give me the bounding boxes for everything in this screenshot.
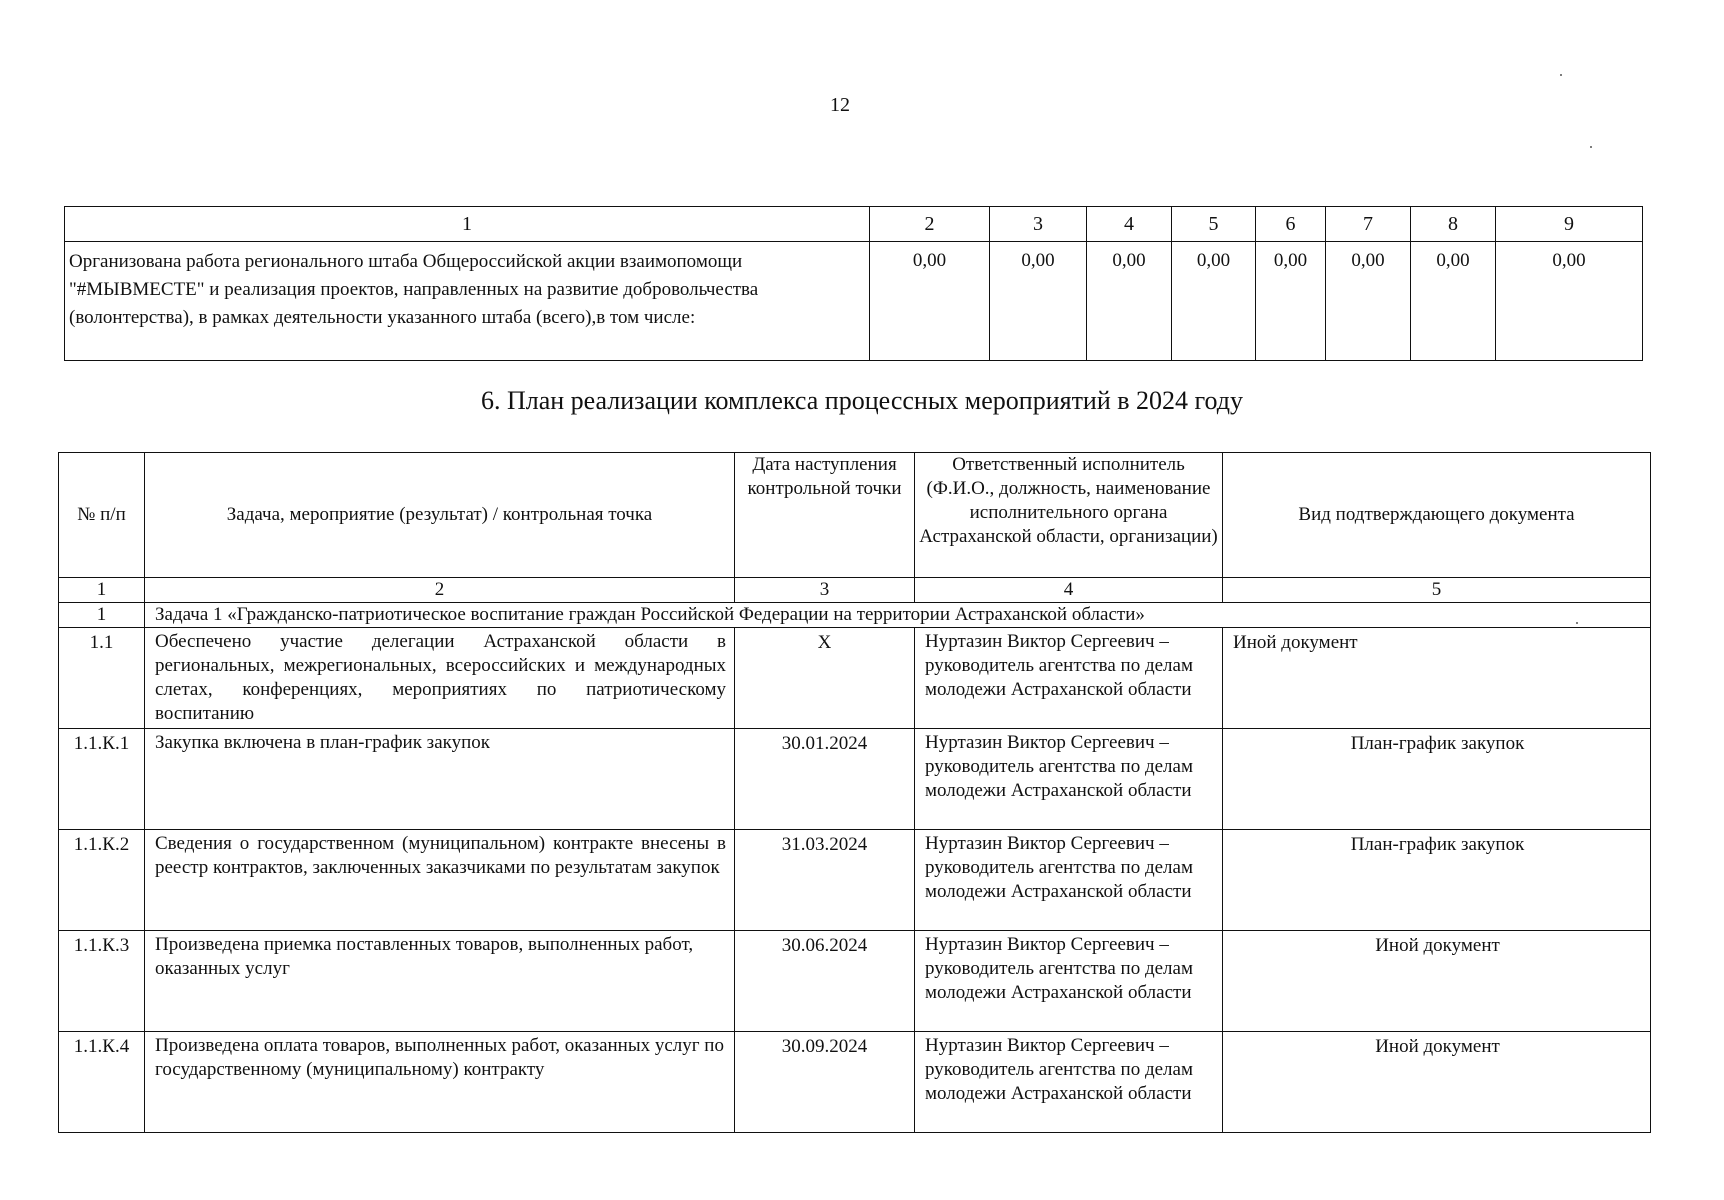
table-row (59, 729, 1651, 830)
item-document: План-график закупок (1223, 830, 1651, 931)
task-title: Задача 1 «Гражданско-патриотическое воспитание граждан Российской Федерации на территории Астраханской области» (145, 603, 1651, 628)
column-header: 3 (990, 207, 1087, 242)
item-date: 30.01.2024 (735, 729, 915, 830)
item-number: 1.1.К.4 (59, 1032, 145, 1133)
scan-speck (1560, 74, 1562, 76)
item-number: 1.1.К.3 (59, 931, 145, 1032)
item-text: Произведена оплата товаров, выполненных работ, оказанных услуг по государственному (муниципальному) контракту (145, 1032, 735, 1133)
table-row (59, 931, 1651, 1032)
row-description: Организована работа регионального штаба Общероссийской акции взаимопомощи "#МЫВМЕСТЕ" и реализация проектов, направленных на развитие добровольчества (волонтерства), в рамках деятельности указанного штаба (всего),в том числе: (65, 242, 870, 361)
item-responsible: Нуртазин Виктор Сергеевич – руководитель агентства по делам молодежи Астраханской области (915, 931, 1223, 1032)
item-document: Иной документ (1223, 628, 1651, 729)
item-document: План-график закупок (1223, 729, 1651, 830)
column-index-row (59, 578, 1651, 603)
value-cell: 0,00 (1256, 242, 1326, 361)
section-title: 6. План реализации комплекса процессных мероприятий в 2024 году (480, 386, 1244, 415)
colhead-date: Дата наступления контрольной точки (735, 453, 915, 578)
financing-table (64, 206, 1643, 361)
page-number: 12 (830, 94, 850, 116)
column-index: 3 (735, 578, 915, 603)
column-header: 6 (1256, 207, 1326, 242)
item-text: Сведения о государственном (муниципальном) контракте внесены в реестр контрактов, заключенных заказчиками по результатам закупок (145, 830, 735, 931)
column-index: 5 (1223, 578, 1651, 603)
value-cell: 0,00 (1411, 242, 1496, 361)
value-cell: 0,00 (870, 242, 990, 361)
item-document: Иной документ (1223, 931, 1651, 1032)
value-cell: 0,00 (990, 242, 1087, 361)
scan-speck (1576, 622, 1578, 624)
column-header: 2 (870, 207, 990, 242)
colhead-num: № п/п (59, 453, 145, 578)
value-cell: 0,00 (1087, 242, 1172, 361)
item-document: Иной документ (1223, 1032, 1651, 1133)
table-header-row (59, 453, 1651, 578)
item-text: Закупка включена в план-график закупок (145, 729, 735, 830)
table-row (65, 242, 1643, 361)
task-row (59, 603, 1651, 628)
value-cell: 0,00 (1496, 242, 1643, 361)
item-number: 1.1.К.2 (59, 830, 145, 931)
column-header: 8 (1411, 207, 1496, 242)
column-header: 9 (1496, 207, 1643, 242)
colhead-document: Вид подтверждающего документа (1223, 453, 1651, 578)
value-cell: 0,00 (1172, 242, 1256, 361)
column-index: 1 (59, 578, 145, 603)
scan-speck (1590, 146, 1592, 148)
item-date: 30.09.2024 (735, 1032, 915, 1133)
item-number: 1.1.К.1 (59, 729, 145, 830)
table-row (59, 1032, 1651, 1133)
item-date: Х (735, 628, 915, 729)
item-responsible: Нуртазин Виктор Сергеевич – руководитель агентства по делам молодежи Астраханской области (915, 1032, 1223, 1133)
plan-table (58, 452, 1651, 1133)
item-responsible: Нуртазин Виктор Сергеевич – руководитель агентства по делам молодежи Астраханской области (915, 830, 1223, 931)
column-header: 5 (1172, 207, 1256, 242)
item-text: Обеспечено участие делегации Астраханской области в региональных, межрегиональных, всероссийских и международных слетах, конференциях, мероприятиях по патриотическому воспитанию (145, 628, 735, 729)
column-index: 4 (915, 578, 1223, 603)
column-index: 2 (145, 578, 735, 603)
table-header-row (65, 207, 1643, 242)
table-row (59, 830, 1651, 931)
item-responsible: Нуртазин Виктор Сергеевич – руководитель агентства по делам молодежи Астраханской области (915, 628, 1223, 729)
item-text: Произведена приемка поставленных товаров, выполненных работ, оказанных услуг (145, 931, 735, 1032)
colhead-responsible: Ответственный исполнитель (Ф.И.О., должность, наименование исполнительного органа Астраханской области, организации) (915, 453, 1223, 578)
column-header: 7 (1326, 207, 1411, 242)
column-header: 1 (65, 207, 870, 242)
colhead-task: Задача, мероприятие (результат) / контрольная точка (145, 453, 735, 578)
value-cell: 0,00 (1326, 242, 1411, 361)
item-responsible: Нуртазин Виктор Сергеевич – руководитель агентства по делам молодежи Астраханской области (915, 729, 1223, 830)
task-number: 1 (59, 603, 145, 628)
item-date: 31.03.2024 (735, 830, 915, 931)
item-number: 1.1 (59, 628, 145, 729)
column-header: 4 (1087, 207, 1172, 242)
table-row (59, 628, 1651, 729)
item-date: 30.06.2024 (735, 931, 915, 1032)
